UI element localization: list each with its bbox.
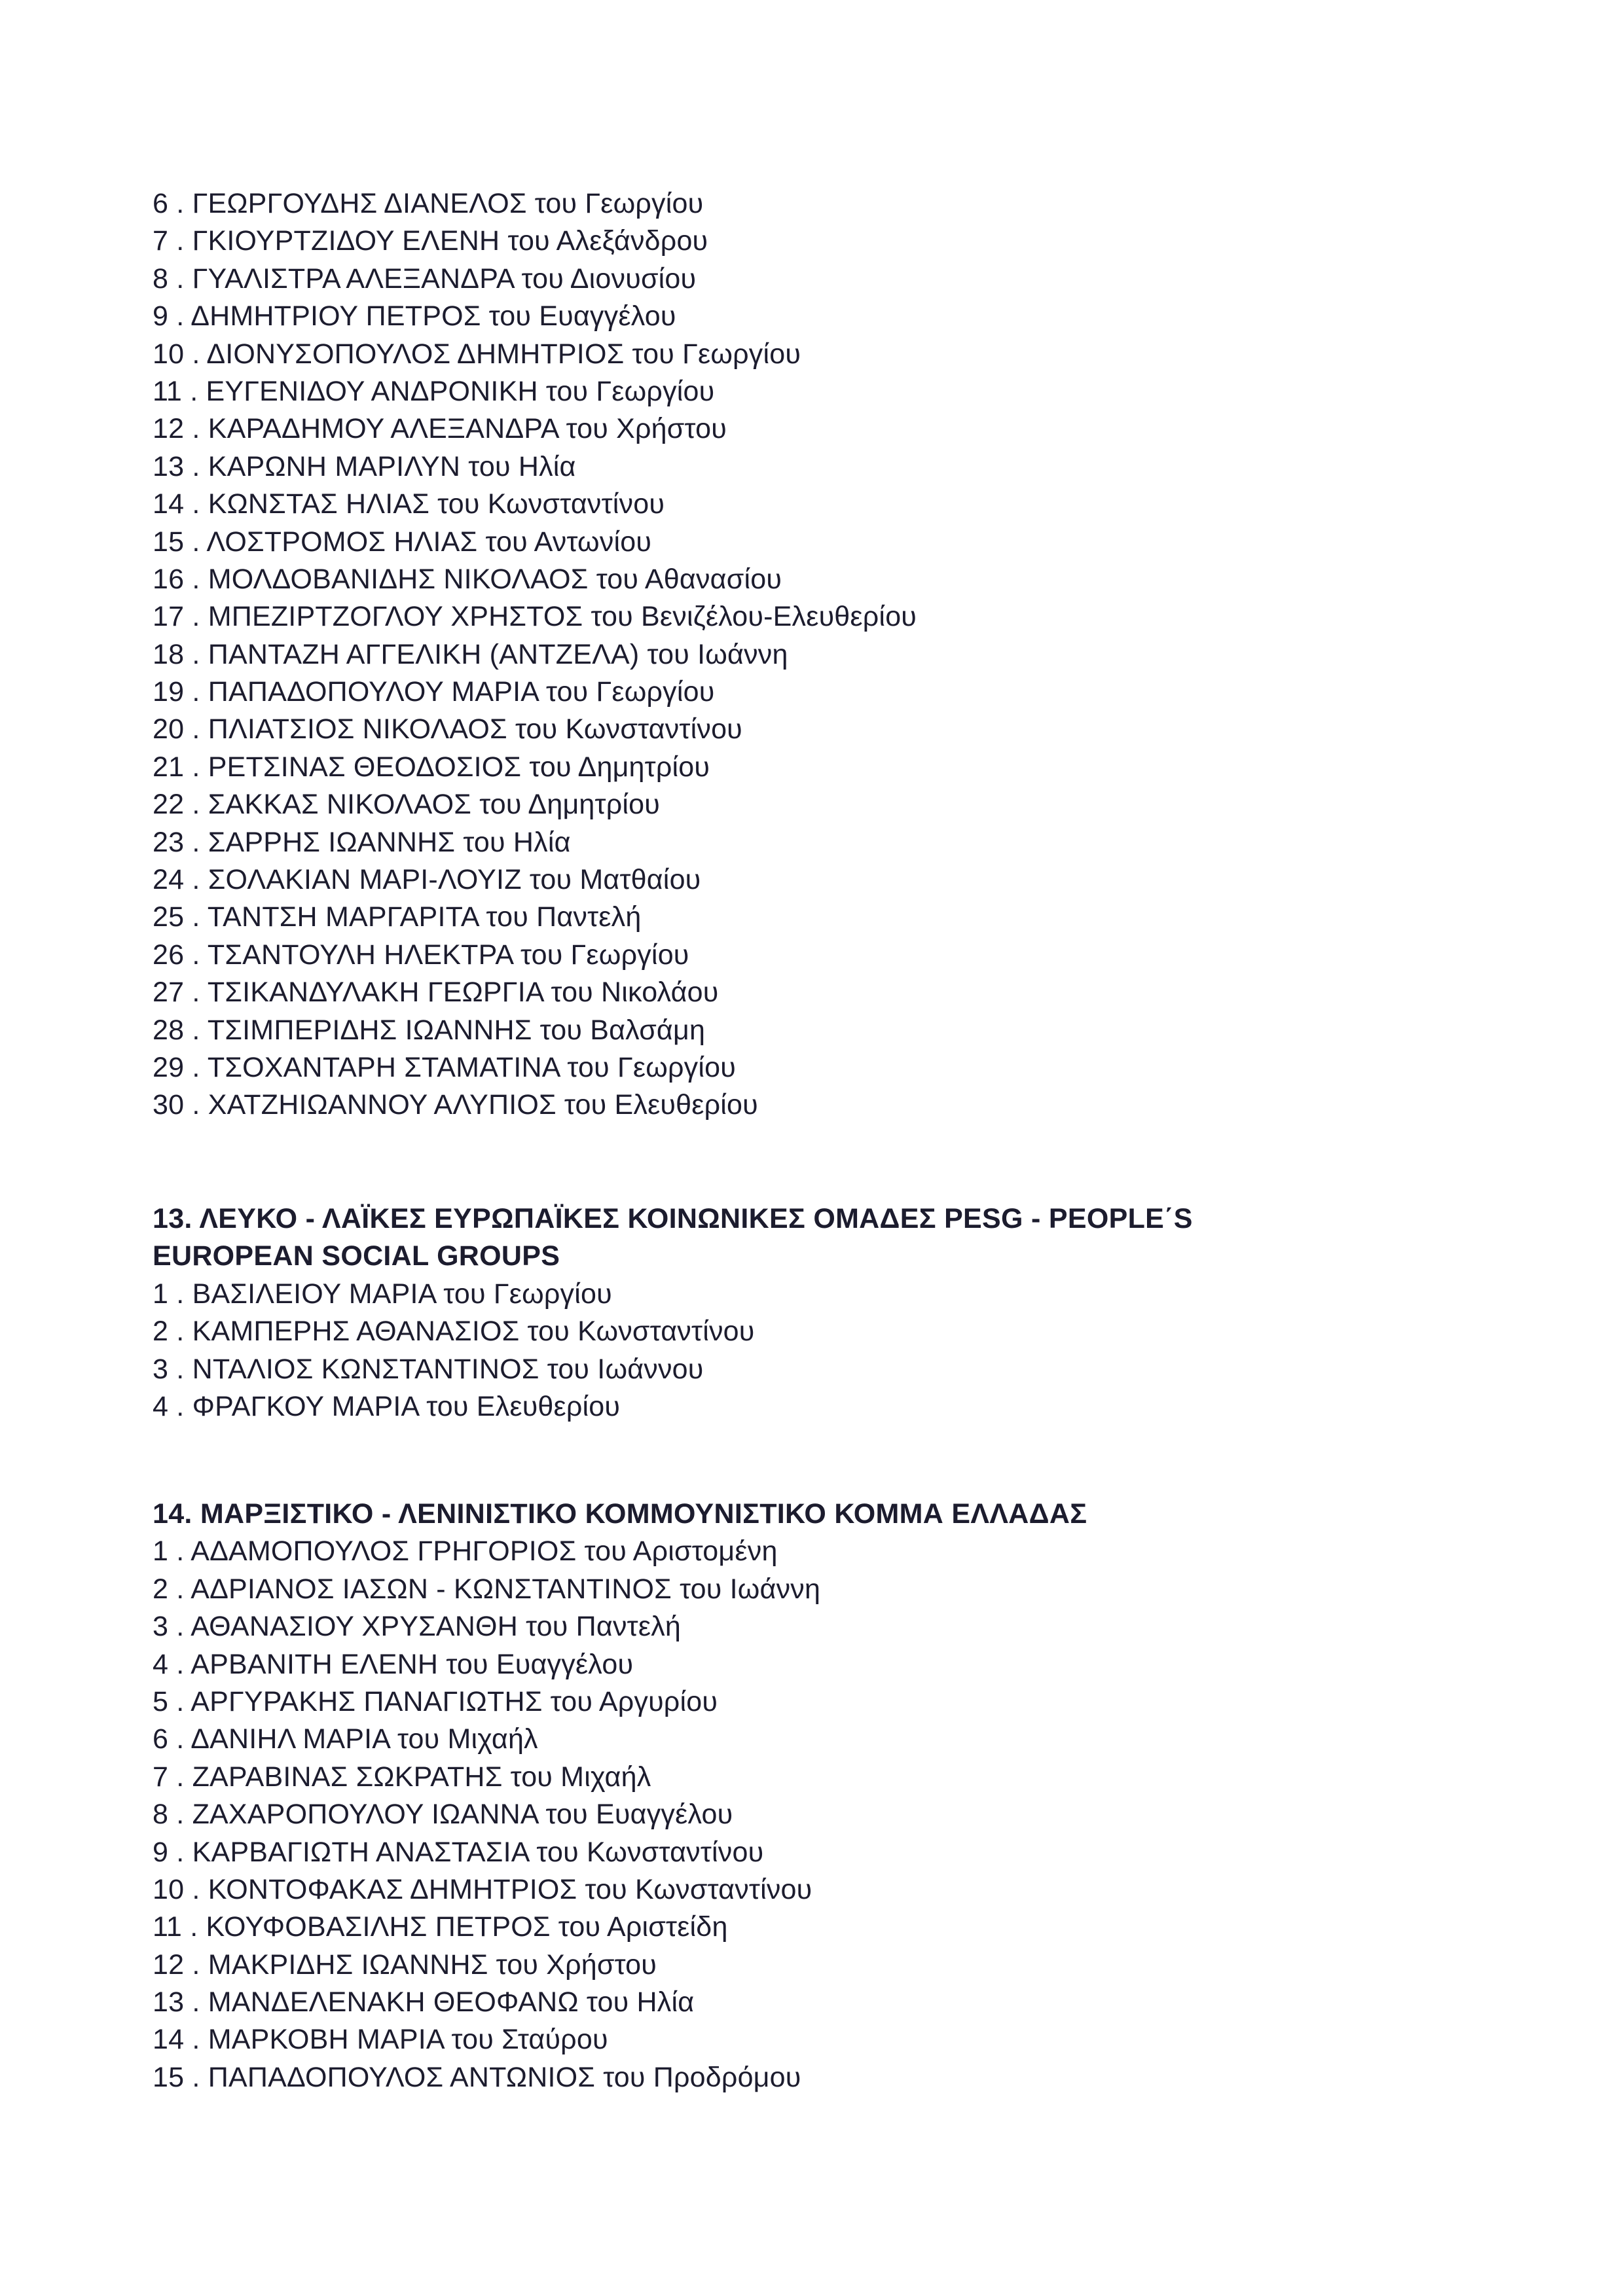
list-item-number: 12 [153,1948,185,1981]
list-item-name: ΚΟΥΦΟΒΑΣΙΛΗΣ ΠΕΤΡΟΣ του Αριστείδη [206,1911,728,1943]
list-item-number: 7 [153,225,169,257]
list-item: 6 . ΔΑΝΙΗΛ ΜΑΡΙΑ του Μιχαήλ [153,1723,538,1755]
list-item: 14 . ΜΑΡΚΟΒΗ ΜΑΡΙΑ του Σταύρου [153,2024,608,2056]
list-item-number: 6 [153,188,169,219]
list-item-number: 23 [153,826,185,858]
list-item-name: ΤΣΙΚΑΝΔΥΛΑΚΗ ΓΕΩΡΓΙΑ του Νικολάου [207,977,719,1009]
section-13-heading-line-1: 13. ΛΕΥΚΟ - ΛΑΪΚΕΣ ΕΥΡΩΠΑΪΚΕΣ ΚΟΙΝΩΝΙΚΕΣ ΟΜΑΔΕΣ PESG - PEOPLE΄S [153,1203,1193,1234]
list-item-name: ΜΑΝΔΕΛΕΝΑΚΗ ΘΕΟΦΑΝΩ του Ηλία [208,1986,695,2018]
list-item-name: ΜΟΛΔΟΒΑΝΙΔΗΣ ΝΙΚΟΛΑΟΣ του Αθανασίου [208,563,782,595]
list-item-name: ΜΠΕΖΙΡΤΖΟΓΛΟΥ ΧΡΗΣΤΟΣ του Βενιζέλου-Ελευθερίου [208,601,917,633]
list-item-number: 12 [153,413,185,445]
list-item: 9 . ΚΑΡΒΑΓΙΩΤΗ ΑΝΑΣΤΑΣΙΑ του Κωνσταντίνου [153,1836,764,1868]
list-item-name: ΚΑΜΠΕΡΗΣ ΑΘΑΝΑΣΙΟΣ του Κωνσταντίνου [192,1316,755,1348]
list-item: 30 . ΧΑΤΖΗΙΩΑΝΝΟΥ ΑΛΥΠΙΟΣ του Ελευθερίου [153,1089,758,1121]
list-item: 16 . ΜΟΛΔΟΒΑΝΙΔΗΣ ΝΙΚΟΛΑΟΣ του Αθανασίου [153,563,782,595]
list-item: 14 . ΚΩΝΣΤΑΣ ΗΛΙΑΣ του Κωνσταντίνου [153,488,665,520]
list-item-number: 9 [153,300,169,332]
section-13-candidate-list [153,1276,1193,1426]
list-item-number: 2 [153,1573,169,1605]
list-item: 24 . ΣΟΛΑΚΙΑΝ ΜΑΡΙ-ΛΟΥΙΖ του Ματθαίου [153,864,701,896]
list-item-name: ΕΥΓΕΝΙΔΟΥ ΑΝΔΡΟΝΙΚΗ του Γεωργίου [206,375,715,407]
list-item-number: 2 [153,1316,169,1348]
section-14-candidate-list [153,1533,1087,2096]
list-item: 10 . ΚΟΝΤΟΦΑΚΑΣ ΔΗΜΗΤΡΙΟΣ του Κωνσταντίνου [153,1873,812,1905]
list-item-number: 15 [153,526,185,558]
list-item-number: 8 [153,1799,169,1831]
list-item-number: 19 [153,676,185,708]
list-item-name: ΝΤΑΛΙΟΣ ΚΩΝΣΤΑΝΤΙΝΟΣ του Ιωάννου [192,1353,704,1385]
list-item-number: 20 [153,713,185,745]
list-item-name: ΤΣΑΝΤΟΥΛΗ ΗΛΕΚΤΡΑ του Γεωργίου [207,939,689,971]
list-item-name: ΠΛΙΑΤΣΙΟΣ ΝΙΚΟΛΑΟΣ του Κωνσταντίνου [208,713,742,745]
list-item: 23 . ΣΑΡΡΗΣ ΙΩΑΝΝΗΣ του Ηλία [153,826,571,858]
list-item-number: 15 [153,2061,185,2093]
list-item-name: ΠΑΝΤΑΖΗ ΑΓΓΕΛΙΚΗ (ΑΝΤΖΕΛΑ) του Ιωάννη [208,638,788,670]
list-item-number: 10 [153,338,185,370]
list-item-number: 26 [153,939,185,971]
list-item: 2 . ΚΑΜΠΕΡΗΣ ΑΘΑΝΑΣΙΟΣ του Κωνσταντίνου [153,1316,755,1348]
list-item: 12 . ΜΑΚΡΙΔΗΣ ΙΩΑΝΝΗΣ του Χρήστου [153,1948,657,1981]
list-item-name: ΔΗΜΗΤΡΙΟΥ ΠΕΤΡΟΣ του Ευαγγέλου [191,300,676,332]
list-item-name: ΜΑΡΚΟΒΗ ΜΑΡΙΑ του Σταύρου [208,2024,608,2056]
list-item-name: ΔΑΝΙΗΛ ΜΑΡΙΑ του Μιχαήλ [191,1723,538,1755]
list-item-number: 27 [153,977,185,1009]
list-item-number: 5 [153,1685,169,1717]
list-item: 12 . ΚΑΡΑΔΗΜΟΥ ΑΛΕΞΑΝΔΡΑ του Χρήστου [153,413,727,445]
list-item: 3 . ΑΘΑΝΑΣΙΟΥ ΧΡΥΣΑΝΘΗ του Παντελή [153,1611,682,1643]
list-item-name: ΚΩΝΣΤΑΣ ΗΛΙΑΣ του Κωνσταντίνου [208,488,665,520]
list-item-number: 24 [153,864,185,896]
list-item-name: ΒΑΣΙΛΕΙΟΥ ΜΑΡΙΑ του Γεωργίου [192,1278,612,1310]
list-item: 20 . ΠΛΙΑΤΣΙΟΣ ΝΙΚΟΛΑΟΣ του Κωνσταντίνου [153,713,742,745]
list-item: 29 . ΤΣΟΧΑΝΤΑΡΗ ΣΤΑΜΑΤΙΝΑ του Γεωργίου [153,1051,736,1083]
list-item: 11 . ΕΥΓΕΝΙΔΟΥ ΑΝΔΡΟΝΙΚΗ του Γεωργίου [153,375,715,407]
list-item-name: ΓΕΩΡΓΟΥΔΗΣ ΔΙΑΝΕΛΟΣ του Γεωργίου [192,188,704,219]
list-item: 8 . ΖΑΧΑΡΟΠΟΥΛΟΥ ΙΩΑΝΝΑ του Ευαγγέλου [153,1799,733,1831]
list-item: 9 . ΔΗΜΗΤΡΙΟΥ ΠΕΤΡΟΣ του Ευαγγέλου [153,300,676,332]
list-item: 4 . ΦΡΑΓΚΟΥ ΜΑΡΙΑ του Ελευθερίου [153,1390,621,1422]
list-item-name: ΛΟΣΤΡΟΜΟΣ ΗΛΙΑΣ του Αντωνίου [206,526,652,558]
list-item-name: ΑΡΓΥΡΑΚΗΣ ΠΑΝΑΓΙΩΤΗΣ του Αργυρίου [191,1685,718,1717]
list-item-number: 18 [153,638,185,670]
list-item: 17 . ΜΠΕΖΙΡΤΖΟΓΛΟΥ ΧΡΗΣΤΟΣ του Βενιζέλου-Ελευθερίου [153,601,917,633]
list-item-name: ΦΡΑΓΚΟΥ ΜΑΡΙΑ του Ελευθερίου [192,1390,621,1422]
list-item: 6 . ΓΕΩΡΓΟΥΔΗΣ ΔΙΑΝΕΛΟΣ του Γεωργίου [153,188,704,219]
list-item-name: ΣΑΡΡΗΣ ΙΩΑΝΝΗΣ του Ηλία [208,826,571,858]
list-item-name: ΑΘΑΝΑΣΙΟΥ ΧΡΥΣΑΝΘΗ του Παντελή [191,1611,682,1643]
list-item-number: 7 [153,1761,169,1793]
list-item: 28 . ΤΣΙΜΠΕΡΙΔΗΣ ΙΩΑΝΝΗΣ του Βαλσάμη [153,1014,706,1046]
list-item: 11 . ΚΟΥΦΟΒΑΣΙΛΗΣ ΠΕΤΡΟΣ του Αριστείδη [153,1911,728,1943]
list-item: 13 . ΚΑΡΩΝΗ ΜΑΡΙΛΥΝ του Ηλία [153,450,576,482]
list-item-number: 8 [153,262,169,295]
list-item: 1 . ΑΔΑΜΟΠΟΥΛΟΣ ΓΡΗΓΟΡΙΟΣ του Αριστομένη [153,1535,778,1568]
list-item-name: ΓΥΑΛΙΣΤΡΑ ΑΛΕΞΑΝΔΡΑ του Διονυσίου [192,262,697,295]
list-item-number: 14 [153,488,185,520]
list-item-name: ΚΟΝΤΟΦΑΚΑΣ ΔΗΜΗΤΡΙΟΣ του Κωνσταντίνου [208,1873,812,1905]
list-item-name: ΖΑΡΑΒΙΝΑΣ ΣΩΚΡΑΤΗΣ του Μιχαήλ [192,1761,651,1793]
list-item: 1 . ΒΑΣΙΛΕΙΟΥ ΜΑΡΙΑ του Γεωργίου [153,1278,612,1310]
list-item-number: 25 [153,901,185,933]
list-item: 3 . ΝΤΑΛΙΟΣ ΚΩΝΣΤΑΝΤΙΝΟΣ του Ιωάννου [153,1353,704,1385]
section-13-heading-line-2: EUROPEAN SOCIAL GROUPS [153,1240,560,1272]
list-item-number: 16 [153,563,185,595]
list-item-name: ΚΑΡΩΝΗ ΜΑΡΙΛΥΝ του Ηλία [208,450,576,482]
list-item-name: ΑΡΒΑΝΙΤΗ ΕΛΕΝΗ του Ευαγγέλου [191,1648,634,1680]
list-item-name: ΠΑΠΑΔΟΠΟΥΛΟΣ ΑΝΤΩΝΙΟΣ του Προδρόμου [208,2061,801,2093]
list-item-name: ΓΚΙΟΥΡΤΖΙΔΟΥ ΕΛΕΝΗ του Αλεξάνδρου [192,225,708,257]
section-14-heading: 14. ΜΑΡΞΙΣΤΙΚΟ - ΛΕΝΙΝΙΣΤΙΚΟ ΚΟΜΜΟΥΝΙΣΤΙΚΟ ΚΟΜΜΑ ΕΛΛΑΔΑΣ [153,1498,1087,1530]
list-item-name: ΠΑΠΑΔΟΠΟΥΛΟΥ ΜΑΡΙΑ του Γεωργίου [208,676,715,708]
list-item-name: ΖΑΧΑΡΟΠΟΥΛΟΥ ΙΩΑΝΝΑ του Ευαγγέλου [192,1799,733,1831]
list-item-name: ΧΑΤΖΗΙΩΑΝΝΟΥ ΑΛΥΠΙΟΣ του Ελευθερίου [208,1089,758,1121]
candidate-list-12-continued [153,185,917,1124]
list-item-number: 10 [153,1873,185,1905]
list-item-number: 11 [153,375,183,407]
list-item: 19 . ΠΑΠΑΔΟΠΟΥΛΟΥ ΜΑΡΙΑ του Γεωργίου [153,676,715,708]
list-item: 26 . ΤΣΑΝΤΟΥΛΗ ΗΛΕΚΤΡΑ του Γεωργίου [153,939,689,971]
list-item-number: 6 [153,1723,169,1755]
list-item-number: 13 [153,450,185,482]
list-item: 10 . ΔΙΟΝΥΣΟΠΟΥΛΟΣ ΔΗΜΗΤΡΙΟΣ του Γεωργίου [153,338,801,370]
section-14 [153,1496,1087,2096]
list-item-number: 22 [153,789,185,821]
list-item-number: 17 [153,601,185,633]
list-item-name: ΑΔΡΙΑΝΟΣ ΙΑΣΩΝ - ΚΩΝΣΤΑΝΤΙΝΟΣ του Ιωάννη [191,1573,821,1605]
list-item-number: 28 [153,1014,185,1046]
list-item-name: ΣΑΚΚΑΣ ΝΙΚΟΛΑΟΣ του Δημητρίου [208,789,660,821]
list-item: 13 . ΜΑΝΔΕΛΕΝΑΚΗ ΘΕΟΦΑΝΩ του Ηλία [153,1986,695,2018]
list-item-number: 3 [153,1353,169,1385]
list-item-number: 4 [153,1390,169,1422]
list-item: 18 . ΠΑΝΤΑΖΗ ΑΓΓΕΛΙΚΗ (ΑΝΤΖΕΛΑ) του Ιωάννη [153,638,788,670]
list-item-number: 21 [153,751,185,783]
section-13 [153,1200,1193,1426]
list-item-name: ΑΔΑΜΟΠΟΥΛΟΣ ΓΡΗΓΟΡΙΟΣ του Αριστομένη [191,1535,778,1568]
list-item: 5 . ΑΡΓΥΡΑΚΗΣ ΠΑΝΑΓΙΩΤΗΣ του Αργυρίου [153,1685,718,1717]
list-item-name: ΡΕΤΣΙΝΑΣ ΘΕΟΔΟΣΙΟΣ του Δημητρίου [208,751,710,783]
list-item-number: 3 [153,1611,169,1643]
list-item: 25 . ΤΑΝΤΣΗ ΜΑΡΓΑΡΙΤΑ του Παντελή [153,901,642,933]
list-item: 4 . ΑΡΒΑΝΙΤΗ ΕΛΕΝΗ του Ευαγγέλου [153,1648,634,1680]
list-item: 2 . ΑΔΡΙΑΝΟΣ ΙΑΣΩΝ - ΚΩΝΣΤΑΝΤΙΝΟΣ του Ιωάννη [153,1573,821,1605]
list-item-number: 13 [153,1986,185,2018]
list-item: 15 . ΛΟΣΤΡΟΜΟΣ ΗΛΙΑΣ του Αντωνίου [153,526,652,558]
list-item-number: 9 [153,1836,169,1868]
list-item: 15 . ΠΑΠΑΔΟΠΟΥΛΟΣ ΑΝΤΩΝΙΟΣ του Προδρόμου [153,2061,801,2093]
list-item: 8 . ΓΥΑΛΙΣΤΡΑ ΑΛΕΞΑΝΔΡΑ του Διονυσίου [153,262,697,295]
list-item-number: 29 [153,1051,185,1083]
list-item: 7 . ΖΑΡΑΒΙΝΑΣ ΣΩΚΡΑΤΗΣ του Μιχαήλ [153,1761,651,1793]
list-item-name: ΤΣΟΧΑΝΤΑΡΗ ΣΤΑΜΑΤΙΝΑ του Γεωργίου [207,1051,736,1083]
list-item: 7 . ΓΚΙΟΥΡΤΖΙΔΟΥ ΕΛΕΝΗ του Αλεξάνδρου [153,225,708,257]
list-item: 27 . ΤΣΙΚΑΝΔΥΛΑΚΗ ΓΕΩΡΓΙΑ του Νικολάου [153,977,719,1009]
list-item-name: ΜΑΚΡΙΔΗΣ ΙΩΑΝΝΗΣ του Χρήστου [208,1948,657,1981]
list-item-name: ΔΙΟΝΥΣΟΠΟΥΛΟΣ ΔΗΜΗΤΡΙΟΣ του Γεωργίου [206,338,801,370]
list-item-number: 30 [153,1089,185,1121]
list-item-name: ΤΣΙΜΠΕΡΙΔΗΣ ΙΩΑΝΝΗΣ του Βαλσάμη [207,1014,706,1046]
list-item-name: ΤΑΝΤΣΗ ΜΑΡΓΑΡΙΤΑ του Παντελή [207,901,642,933]
list-item-number: 14 [153,2024,185,2056]
list-item-name: ΚΑΡΑΔΗΜΟΥ ΑΛΕΞΑΝΔΡΑ του Χρήστου [208,413,727,445]
list-item-number: 1 [153,1535,169,1568]
list-item-number: 4 [153,1648,169,1680]
list-item-name: ΣΟΛΑΚΙΑΝ ΜΑΡΙ-ΛΟΥΙΖ του Ματθαίου [208,864,701,896]
list-item-name: ΚΑΡΒΑΓΙΩΤΗ ΑΝΑΣΤΑΣΙΑ του Κωνσταντίνου [192,1836,764,1868]
list-item-number: 11 [153,1911,183,1943]
list-item: 21 . ΡΕΤΣΙΝΑΣ ΘΕΟΔΟΣΙΟΣ του Δημητρίου [153,751,710,783]
list-item-number: 1 [153,1278,169,1310]
list-item: 22 . ΣΑΚΚΑΣ ΝΙΚΟΛΑΟΣ του Δημητρίου [153,789,660,821]
